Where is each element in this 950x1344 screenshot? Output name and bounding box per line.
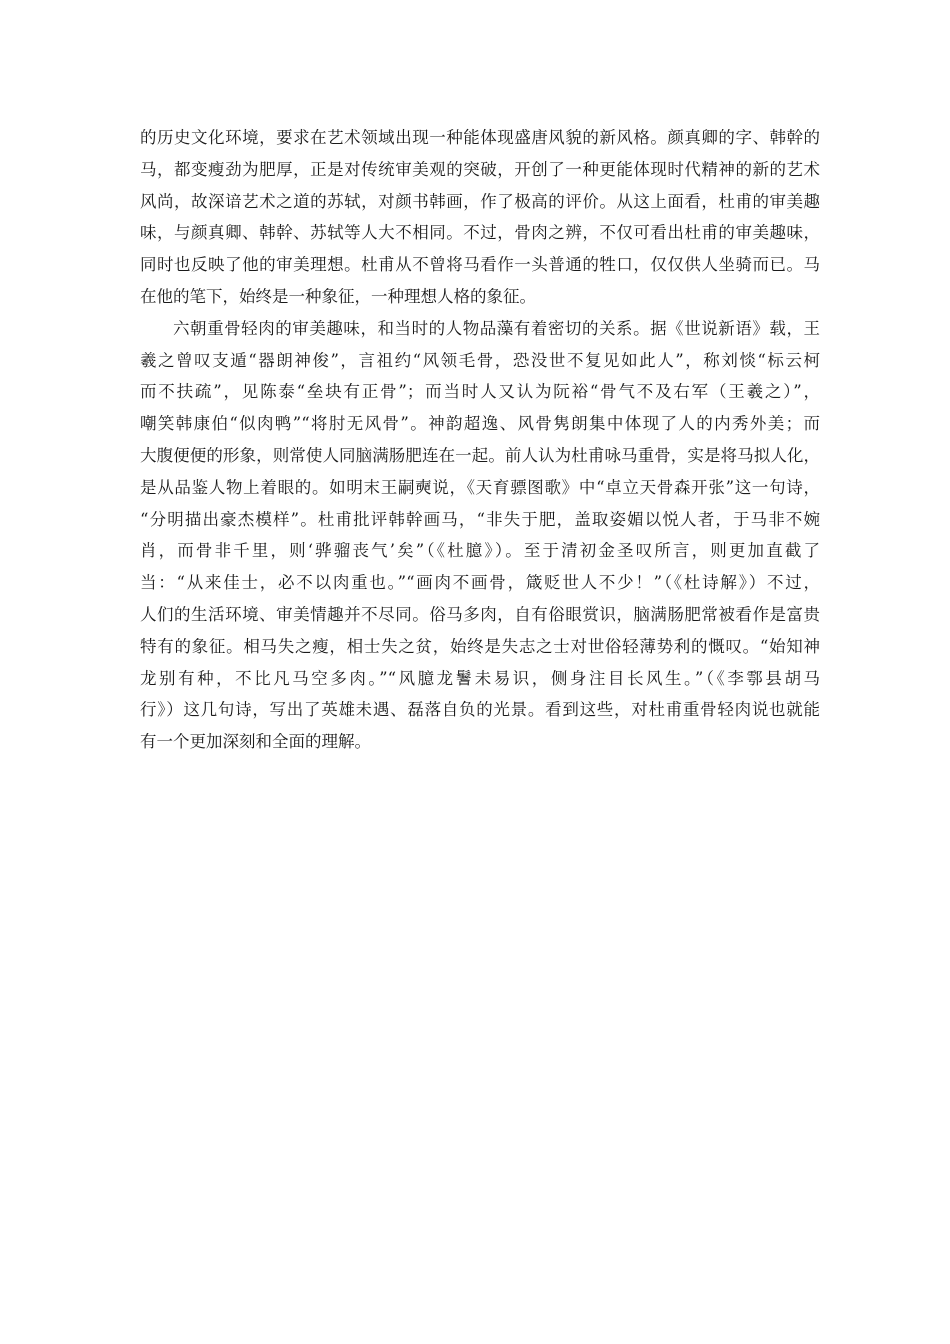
text-line: 龙别有种，不比凡马空多肉。”“风臆龙鬐未易识，侧身注目长风生。”（《李鄠县胡马 — [140, 668, 820, 688]
text-line: 嘲笑韩康伯“似肉鸭”“将肘无风骨”。神韵超逸、风骨隽朗集中体现了人的内秀外美；而 — [140, 414, 820, 434]
text-line: “分明描出豪杰模样”。杜甫批评韩幹画马，“非失于肥，盖取姿媚以悦人者，于马非不婉 — [140, 509, 820, 529]
text-line: 人们的生活环境、审美情趣并不尽同。俗马多肉，自有俗眼赏识，脑满肠肥常被看作是富贵 — [140, 604, 820, 624]
text-line: 是从品鉴人物上着眼的。如明末王嗣奭说，《天育骠图歌》中“卓立天骨森开张”这一句诗， — [140, 477, 820, 497]
text-line: 肖，而骨非千里，则‘骅骝丧气’矣”（《杜臆》）。至于清初金圣叹所言，则更加直截了 — [140, 541, 820, 561]
text-line: 当：“从来佳士，必不以肉重也。”“画肉不画骨，箴贬世人不少！”（《杜诗解》）不过， — [140, 573, 820, 593]
text-line: 同时也反映了他的审美理想。杜甫从不曾将马看作一头普通的牲口，仅仅供人坐骑而已。马 — [140, 255, 820, 275]
body-text — [140, 122, 820, 758]
text-line: 的历史文化环境，要求在艺术领域出现一种能体现盛唐风貌的新风格。颜真卿的字、韩幹的 — [140, 128, 820, 147]
text-line: 行》）这几句诗，写出了英雄未遇、磊落自负的光景。看到这些，对杜甫重骨轻肉说也就能 — [140, 700, 820, 720]
text-line: 特有的象征。相马失之瘦，相士失之贫，始终是失志之士对世俗轻薄势利的慨叹。“始知神 — [140, 636, 820, 656]
text-line: 有一个更加深刻和全面的理解。 — [140, 732, 371, 752]
paragraph-2 — [140, 313, 820, 758]
text-line: 风尚，故深谙艺术之道的苏轼，对颜书韩画，作了极高的评价。从这上面看，杜甫的审美趣 — [140, 191, 820, 211]
text-line: 而不扶疏”，见陈泰“垒块有正骨”；而当时人又认为阮裕“骨气不及右军（王羲之）”， — [140, 382, 820, 402]
text-line: 马，都变瘦劲为肥厚，正是对传统审美观的突破，开创了一种更能体现时代精神的新的艺术 — [140, 159, 820, 179]
text-line: 六朝重骨轻肉的审美趣味，和当时的人物品藻有着密切的关系。据《世说新语》载，王 — [173, 318, 820, 338]
paragraph-1 — [140, 122, 820, 313]
text-line: 味，与颜真卿、韩幹、苏轼等人大不相同。不过，骨肉之辨，不仅可看出杜甫的审美趣味， — [140, 223, 820, 243]
text-line: 羲之曾叹支遁“器朗神俊”，言祖约“风领毛骨，恐没世不复见如此人”，称刘惔“标云柯 — [140, 350, 820, 370]
text-line: 大腹便便的形象，则常使人同脑满肠肥连在一起。前人认为杜甫咏马重骨，实是将马拟人化， — [140, 445, 820, 465]
text-line: 在他的笔下，始终是一种象征，一种理想人格的象征。 — [140, 286, 536, 306]
